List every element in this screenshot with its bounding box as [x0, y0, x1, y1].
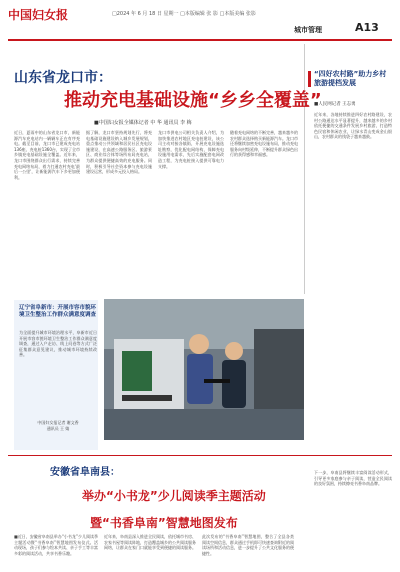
main-body-col4: 随着充电网络的不断完善，越来越多的农村群众选择购买新能源汽车。龙口市还将继续加密充电设施布局，推动充电服务向村级延伸，不断提升群众绿色出行的获得感和幸福感。	[230, 130, 298, 158]
main-byline: ■中国妇女报全媒体记者 中 华 通讯员 李 梅	[94, 120, 192, 126]
bottom-headline-line1: 举办“小书龙”少儿阅读季主题活动	[82, 489, 266, 503]
main-headline-kicker: 山东省龙口市：	[14, 70, 112, 86]
masthead-rule	[8, 39, 392, 41]
bottom-headline-line2: 暨“书香阜南”智慧地图发布	[90, 516, 238, 530]
section-label: 城市管理	[294, 26, 322, 34]
bottom-body-col2: 近年来，阜南县深入推进全民阅读，依托城市书房、农家书屋等阅读阵地，打造覆盖城乡的公共阅读服务网络，让群众在家门口就能享受到便捷的阅读服务。	[104, 534, 196, 551]
main-body-col1: 近日，夏雨中的山东省龙口市，新能源汽车充电站内一辆辆车正在有序充电。截至目前，龙口市已建成充电站136座、充电桩1360台，实现了全市乡镇充电基础设施全覆盖。近年来，龙口市围绕群众出行需求，持续完善充电网络布局，着力打通农村充电'最后一公里'，让新能源汽车下乡更加便利。	[14, 130, 80, 180]
side-article-body: 近年来，各地持续推进四好农村路建设，农村公路通达水平显著提升，越来越多的乡村依托便捷的交通条件发展乡村旅游，打造特色民宿和休闲农业，让绿水青山变成金山银山，农村群众的钱袋子越来越鼓。	[314, 112, 392, 140]
side-article-byline: ■人民网记者 王志勇	[314, 102, 356, 107]
boxed-article-body: 为全面提升城市环境治理水平，阜新市近日开展市容市貌环境卫生整治工作群众满意度调查，通过入户走访、线上问卷等方式广泛征集群众意见建议，推动城市环境持续改善。	[19, 330, 97, 358]
section-separator	[8, 455, 392, 456]
main-body-col2: 据了解，龙口市坚持规划先行，将充电基础设施建设纳入城乡发展规划，重点推动公共领域和居民社区充电设施建设，在高速公路服务区、旅游景区、商业综合体等场所布局充电站，为群众提供便捷高效的充电服务。同时，积极引导社会资本参与充电设施建设运营，形成多元投入格局。	[86, 130, 152, 175]
page-number: A13	[355, 21, 379, 34]
bottom-body-col4: 下一步，阜南县将继续丰富阅读活动形式，引导更多家庭参与亲子阅读，营造全民阅读的良好氛围，持续擦亮书香阜南品牌。	[314, 470, 392, 487]
newspaper-logo: 中国妇女报	[8, 8, 69, 22]
main-body-col3: 龙口市供电公司相关负责人介绍，为加快推进农村地区充电桩建设，该公司主动对接各镇街，开展充电设施选址勘察，优化配电网结构，保障充电设施用电需求，先后实施配套电网改造工程，为充电桩接入提供可靠电力支撑。	[158, 130, 224, 169]
main-headline: 推动充电基础设施“乡乡全覆盖”	[64, 90, 322, 111]
bottom-body-col1: ■近日，安徽省阜南县举办“小书龙”少儿阅读季主题活动暨“书香阜南”智慧地图发布仪式。活动现场，孩子们参与绘本共读、亲子手工等丰富多彩的阅读活动，共享书香乐趣。	[14, 534, 98, 556]
photo-illustration	[104, 299, 304, 440]
dateline: □2024 年 6 月 18 日 星期一 □本版编辑 张 影 □本版美编 张影	[112, 11, 256, 17]
side-article-title: “四好农村路”助力乡村旅游提档发展	[314, 70, 392, 88]
boxed-article-credit: 中国妇女报记者 谢文香 通讯员 王 婧	[37, 420, 79, 431]
news-photo	[104, 299, 304, 440]
bottom-body-col3: 此次发布的“书香阜南”智慧地图，整合了全县各类阅读空间信息，群众通过手机即可快速查询附近的阅读场所和活动信息，进一步提升了公共文化服务的便捷性。	[202, 534, 294, 556]
column-divider	[304, 44, 305, 294]
bottom-headline-kicker: 安徽省阜南县：	[50, 467, 120, 478]
boxed-article-title: 辽宁省阜新市：开展市容市貌环境卫生整治工作群众满意度调查	[19, 305, 97, 318]
